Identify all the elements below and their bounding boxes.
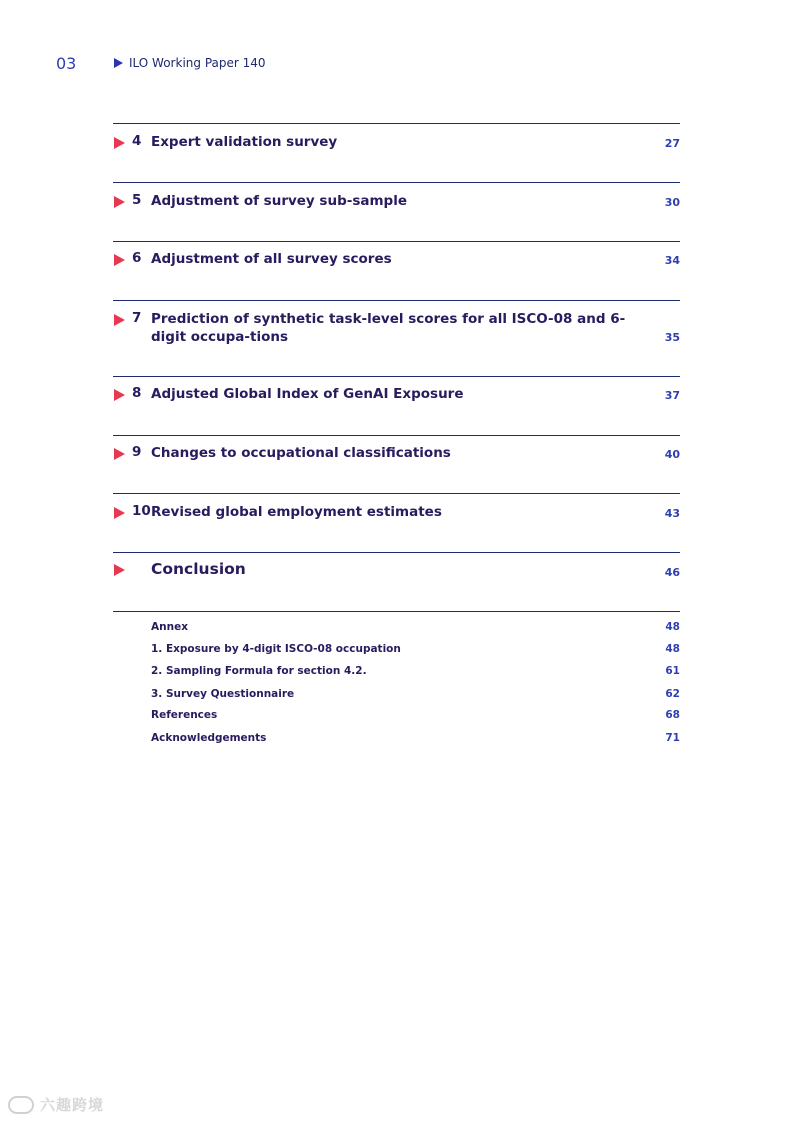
toc-entry-page: 40 <box>664 448 680 461</box>
toc-entry-title: Adjustment of survey sub-sample <box>151 193 408 209</box>
annex-item-title: Annex <box>151 621 188 633</box>
watermark <box>8 1094 104 1115</box>
annex-item[interactable] <box>151 688 680 702</box>
annex-item-page: 61 <box>665 665 680 677</box>
toc-entry-number: 8 <box>132 385 142 401</box>
toc-entry-page: 43 <box>664 507 680 520</box>
annex-item[interactable] <box>151 709 680 723</box>
triangle-marker-icon <box>114 254 125 266</box>
running-header <box>114 56 266 70</box>
toc-entry-page: 37 <box>664 389 680 402</box>
annex-item-title: 2. Sampling Formula for section 4.2. <box>151 665 367 677</box>
toc-entry-title: Adjustment of all survey scores <box>151 251 392 267</box>
triangle-marker-icon <box>114 448 125 460</box>
annex-item-page: 48 <box>665 643 680 655</box>
toc-entry-page: 35 <box>664 331 680 344</box>
triangle-marker-icon <box>114 314 125 326</box>
toc-entry-number: 7 <box>132 310 142 326</box>
annex-item[interactable] <box>151 665 680 679</box>
toc-entry-conclusion[interactable] <box>113 552 680 611</box>
toc-entry-10[interactable] <box>113 493 680 552</box>
toc-entry-title: Changes to occupational classifications <box>151 445 451 461</box>
toc-entry-number: 6 <box>132 250 142 266</box>
annex-item-title: Acknowledgements <box>151 732 267 744</box>
toc-entry-6[interactable] <box>113 241 680 300</box>
annex-item-page: 71 <box>665 732 680 744</box>
page-number: 03 <box>56 54 77 73</box>
annex-divider <box>113 611 680 612</box>
annex-item-page: 48 <box>665 621 680 633</box>
toc-entry-title: Conclusion <box>151 560 246 578</box>
annex-item-title: References <box>151 709 218 721</box>
toc-entry-9[interactable] <box>113 435 680 494</box>
triangle-marker-icon <box>114 564 125 576</box>
toc-entry-page: 34 <box>664 254 680 267</box>
toc-entry-title: Expert validation survey <box>151 134 338 150</box>
triangle-marker-icon <box>114 137 125 149</box>
annex-item[interactable] <box>151 621 680 635</box>
toc-entry-7[interactable] <box>113 300 680 376</box>
annex-item-page: 68 <box>665 709 680 721</box>
toc-entry-title: Adjusted Global Index of GenAI Exposure <box>151 386 464 402</box>
triangle-marker-icon <box>114 507 125 519</box>
toc-entry-page: 30 <box>664 196 680 209</box>
toc-entry-number: 5 <box>132 192 142 208</box>
annex-item[interactable] <box>151 643 680 657</box>
watermark-logo-icon <box>8 1096 34 1114</box>
annex-item-title: 1. Exposure by 4-digit ISCO-08 occupation <box>151 643 401 655</box>
toc-entry-title: Prediction of synthetic task-level scores for all ISCO-08 and 6-digit occupa-tions <box>151 311 626 345</box>
toc-entry-5[interactable] <box>113 182 680 241</box>
toc-entry-8[interactable] <box>113 376 680 435</box>
toc-entry-number: 10 <box>132 503 151 519</box>
triangle-marker-icon <box>114 196 125 208</box>
toc-entry-number: 4 <box>132 133 142 149</box>
annex-item[interactable] <box>151 732 680 746</box>
watermark-text: 六趣跨境 <box>40 1096 105 1114</box>
annex-item-title: 3. Survey Questionnaire <box>151 688 295 700</box>
toc-entry-page: 46 <box>664 566 680 579</box>
running-title: ILO Working Paper 140 <box>129 56 266 70</box>
toc-entry-title: Revised global employment estimates <box>151 504 442 520</box>
annex-item-page: 62 <box>665 688 680 700</box>
toc-entry-number: 9 <box>132 444 142 460</box>
triangle-marker-icon <box>114 389 125 401</box>
toc-entry-4[interactable] <box>113 123 680 182</box>
toc-entry-page: 27 <box>664 137 680 150</box>
triangle-icon <box>114 58 123 68</box>
